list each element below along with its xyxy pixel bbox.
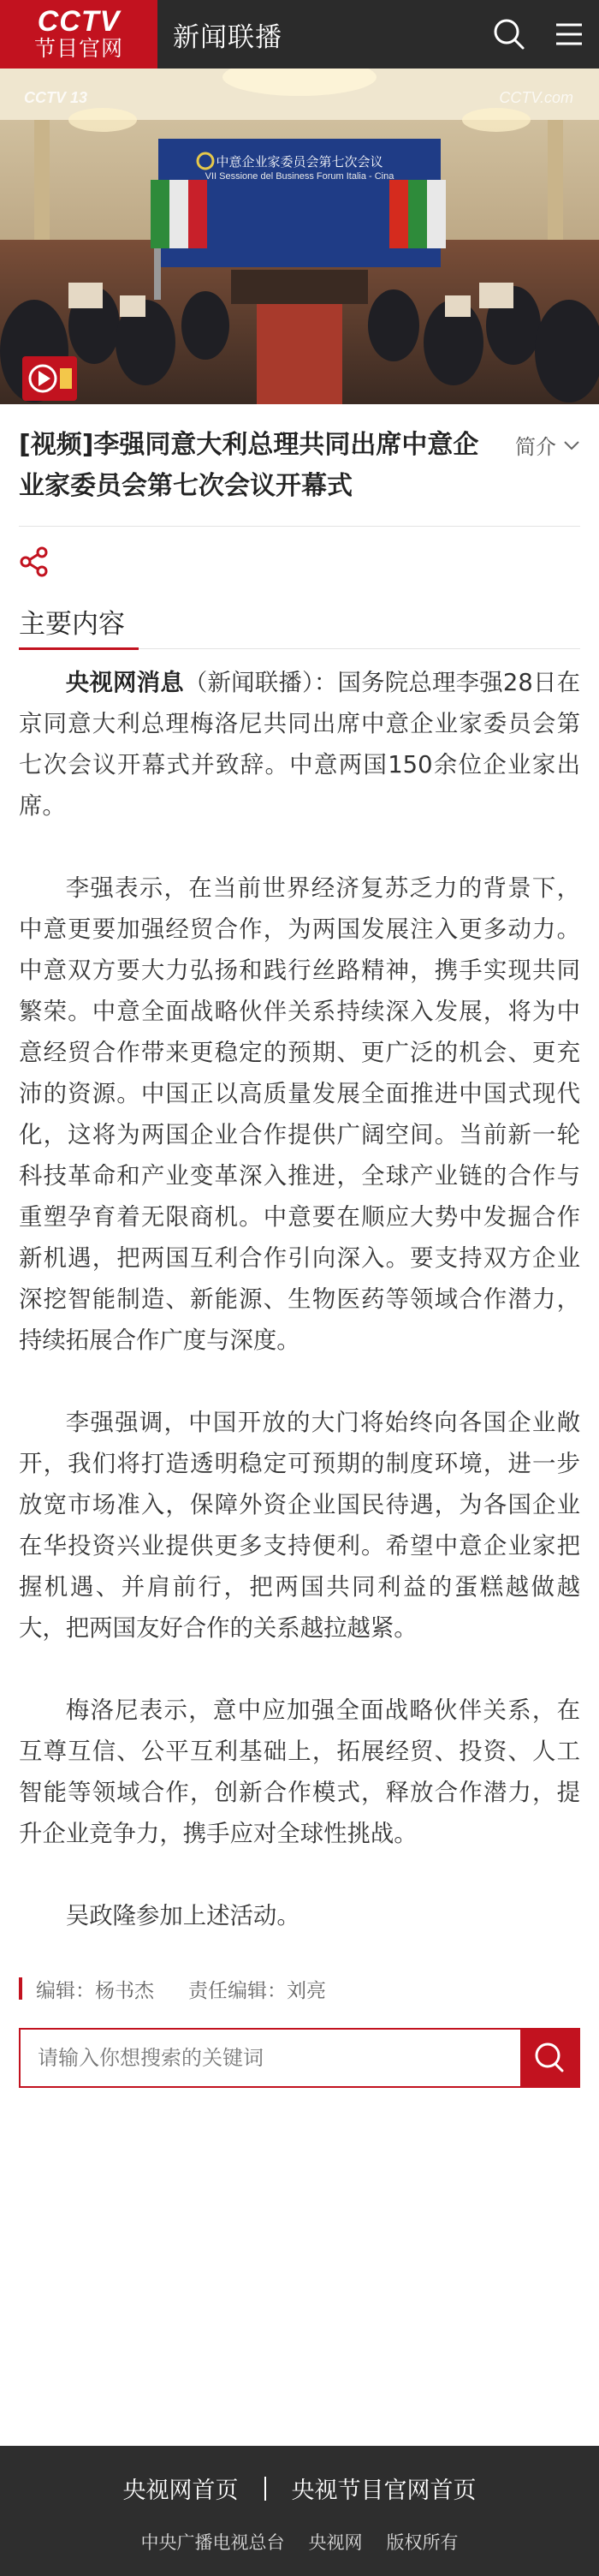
channel-name[interactable]: 新闻联播 <box>173 21 282 53</box>
editor-marker <box>19 1977 22 2000</box>
article-paragraph: 吴政隆参加上述活动。 <box>65 1903 300 1929</box>
search-submit-button[interactable] <box>520 2028 580 2088</box>
share-bar <box>0 527 599 597</box>
chevron-down-icon <box>563 440 580 450</box>
section-header <box>19 597 580 649</box>
search-box <box>19 2028 580 2088</box>
editor: 编辑：杨书杰 <box>36 1979 154 2002</box>
section-title: 主要内容 <box>19 609 125 640</box>
channel-watermark: CCTV 13 <box>24 89 88 106</box>
backdrop-subtitle: VII Sessione del Business Forum Italia - Cina <box>205 171 394 182</box>
article-paragraph: 梅洛尼表示，意中应加强全面战略伙伴关系，在互尊互信、公平互利基础上，拓展经贸、投资、人工智能等领域合作，创新合作模式，释放合作潜力，提升企业竞争力，携手应对全球性挑战。 <box>19 1697 580 1847</box>
article-body <box>0 649 599 1937</box>
logo-subtext: 节目官网 <box>33 36 123 61</box>
chief-editor: 责任编辑：刘亮 <box>188 1979 326 2002</box>
play-icon[interactable] <box>22 356 77 401</box>
search-icon <box>493 18 525 51</box>
summary-toggle[interactable] <box>515 430 580 460</box>
search-input[interactable] <box>19 2028 520 2088</box>
menu-icon <box>555 22 584 46</box>
menu-button[interactable] <box>539 0 599 69</box>
search-button[interactable] <box>479 0 539 69</box>
backdrop-title: 中意企业家委员会第七次会议 <box>216 154 383 170</box>
article-paragraph: 央视网消息（新闻联播）：国务院总理李强28日在京同意大利总理梅洛尼共同出席中意企业家委员会第七次会议开幕式并致辞。中意两国150余位企业家出席。 <box>19 670 580 820</box>
article-paragraph: 李强表示，在当前世界经济复苏乏力的背景下，中意更要加强经贸合作，为两国发展注入更多动力。中意双方要大力弘扬和践行丝路精神，携手实现共同繁荣。中意全面战略伙伴关系持续深入发展，将为中意经贸合作带来更稳定的预期、更广泛的机会、更充沛的资源。中国正以高质量发展全面推进中国式现代化，这将为两国企业合作提供广阔空间。当前新一轮科技革命和产业变革深入推进，全球产业链的合作与重塑孕育着无限商机。中意要在顺应大势中发掘合作新机遇，把两国互利合作引向深入。要支持双方企业深挖智能制造、新能源、生物医药等领域合作潜力，持续拓展合作广度与深度。 <box>19 875 580 1354</box>
lead-source: 央视网消息 <box>65 670 184 696</box>
logo-text: CCTV <box>37 5 121 38</box>
footer-link-program[interactable]: 央视节目官网首页 <box>291 2478 477 2504</box>
summary-label: 简介 <box>515 435 556 459</box>
footer-separator <box>264 2477 266 2501</box>
section-underline <box>19 647 139 650</box>
article-title: [视频]李强同意大利总理共同出席中意企业家委员会第七次会议开幕式 <box>19 430 479 501</box>
footer-org: 中央广播电视总台 <box>140 2532 285 2553</box>
article-paragraph: 李强强调，中国开放的大门将始终向各国企业敞开，我们将打造透明稳定可预期的制度环境，进一步放宽市场准入，保障外资企业国民待遇，为各国企业在华投资兴业提供更多支持便利。希望中意企业家把握机遇、并肩前行，把两国共同利益的蛋糕越做越大，把两国友好合作的关系越拉越紧。 <box>19 1410 580 1642</box>
footer-copyright: 版权所有 <box>386 2532 459 2553</box>
cctv-logo[interactable] <box>0 0 157 69</box>
footer-link-home[interactable]: 央视网首页 <box>122 2478 239 2504</box>
share-icon[interactable] <box>19 546 50 577</box>
footer <box>0 2446 599 2576</box>
site-watermark: CCTV.com <box>499 89 573 106</box>
video-player[interactable] <box>0 69 599 404</box>
search-icon <box>533 2041 567 2075</box>
footer-site: 央视网 <box>308 2532 363 2553</box>
video-frame <box>0 69 599 404</box>
article-title-row <box>0 404 599 526</box>
editor-info <box>19 1971 580 2006</box>
top-bar <box>0 0 599 69</box>
